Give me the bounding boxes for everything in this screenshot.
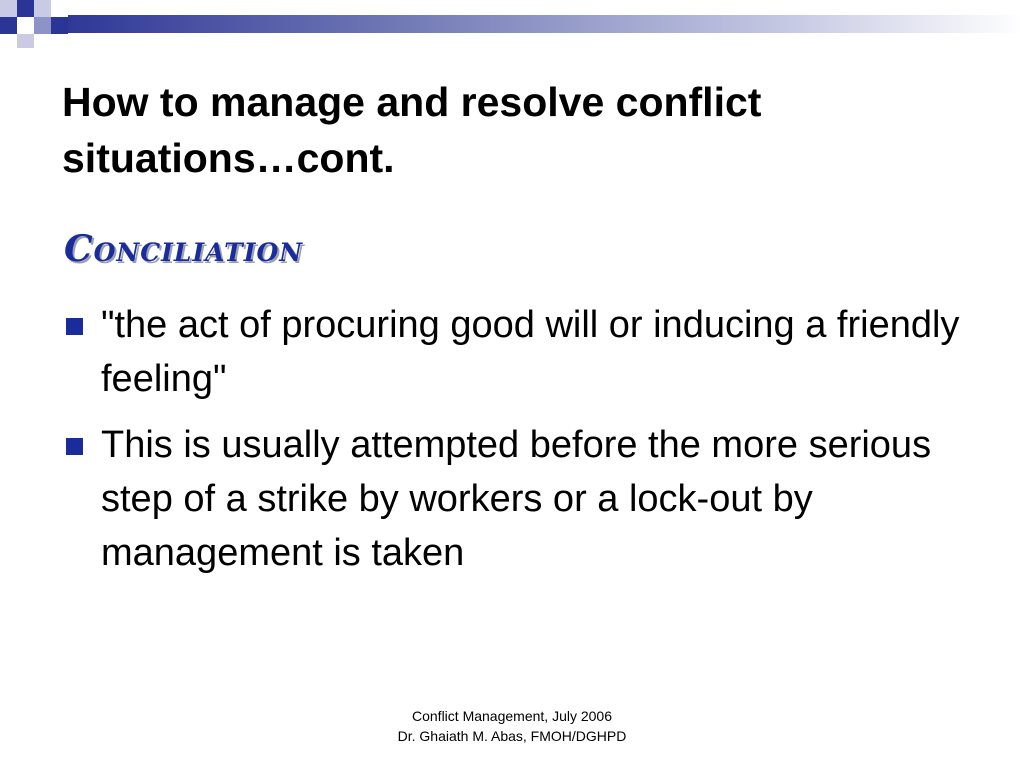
- square-bullet-icon: [66, 438, 83, 455]
- header-decoration: [0, 0, 1024, 48]
- header-square: [17, 34, 34, 48]
- header-square: [17, 17, 34, 34]
- slide-title-line2: situations…cont.: [62, 135, 395, 181]
- slide-title: [62, 74, 962, 186]
- header-square: [17, 0, 34, 17]
- slide-footer: [0, 706, 1024, 746]
- footer-line1: Conflict Management, July 2006: [412, 708, 612, 724]
- bullet-text: "the act of procuring good will or inducing a friendly feeling": [101, 304, 960, 400]
- bullet-item: [64, 298, 964, 406]
- header-square: [0, 0, 17, 17]
- header-squares-graphic: [0, 0, 1024, 48]
- header-square: [34, 34, 51, 48]
- header-square: [51, 0, 68, 17]
- section-heading: Conciliation: [64, 228, 304, 270]
- bullet-item: [64, 418, 964, 580]
- footer-line2: Dr. Ghaiath M. Abas, FMOH/DGHPD: [397, 728, 627, 744]
- bullet-text: This is usually attempted before the more serious step of a strike by workers or a lock-out by management is taken: [101, 424, 932, 574]
- header-square: [34, 0, 51, 17]
- bullet-list: [64, 298, 964, 592]
- header-square: [0, 17, 17, 34]
- square-bullet-icon: [66, 318, 83, 335]
- header-square: [51, 17, 68, 34]
- header-gradient-bar: [50, 15, 1024, 33]
- slide-title-line1: How to manage and resolve conflict: [62, 79, 762, 125]
- header-square: [34, 17, 51, 34]
